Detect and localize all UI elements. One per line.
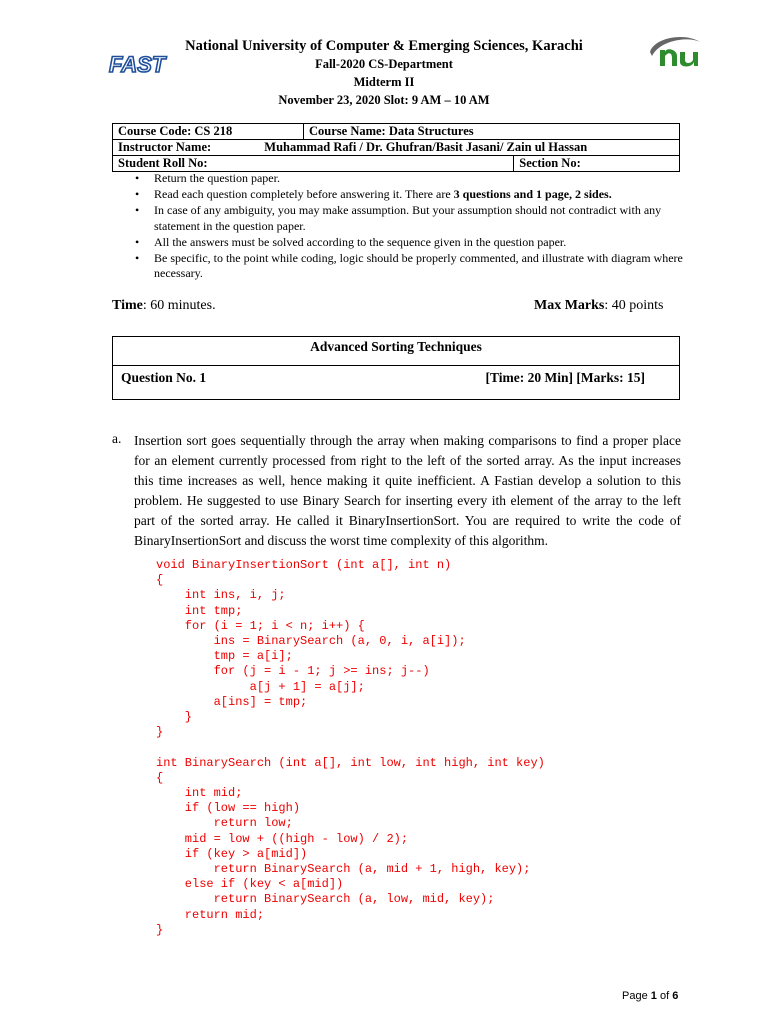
instructor-label: Instructor Name: (118, 140, 212, 154)
fast-logo (108, 50, 166, 77)
exam-date-slot: November 23, 2020 Slot: 9 AM – 10 AM (278, 93, 490, 107)
instructor-value: Muhammad Rafi / Dr. Ghufran/Basit Jasani/ Zain ul Hassan (264, 140, 588, 154)
exam-title: Midterm II (353, 75, 415, 89)
list-item: • All the answers must be solved according to the sequence given in the question paper. (154, 235, 684, 251)
list-item: • In case of any ambiguity, you may make assumption. But your assumption should not contradict with any statement in the question paper. (154, 203, 684, 234)
divider (113, 365, 679, 366)
course-name-cell: Course Name: Data Structures (304, 124, 680, 140)
question-topic: Advanced Sorting Techniques (310, 339, 482, 354)
fast-logo-text: FAST (109, 52, 166, 77)
list-item: • Return the question paper. (154, 171, 684, 187)
question-time-marks: [Time: 20 Min] [Marks: 15] (485, 370, 645, 385)
university-title: National University of Computer & Emerging Sciences, Karachi (185, 38, 583, 54)
department-title: Fall-2020 CS-Department (315, 57, 453, 71)
page-current: 1 (650, 990, 657, 1002)
table-row (113, 156, 680, 172)
instruction-text: Read each question completely before answering it. There are (154, 187, 454, 201)
list-item (154, 187, 684, 203)
question-text: Insertion sort goes sequentially through the array when making comparisons to find a proper place for an element currently processed from right to the left of the sorted array. As the input increases this time increases as well, hence making it quite inefficient. A Fastian develop a solution to this problem. He suggested to use Binary Search for inserting every ith element of the array to the left part of the sorted array. He called it BinaryInsertionSort. You are required to write the code of BinaryInsertionSort and discuss the worst time complexity of this algorithm. (134, 433, 681, 548)
roll-no-cell: Student Roll No: (113, 156, 514, 172)
section-no-cell: Section No: (514, 156, 680, 172)
course-code-cell: Course Code: CS 218 (113, 124, 304, 140)
exam-max-marks (534, 298, 664, 314)
question-number: Question No. 1 (121, 370, 207, 385)
table-row (113, 124, 680, 140)
course-info-table (112, 123, 680, 172)
nu-logo (644, 30, 704, 72)
page-of: of (659, 990, 670, 1002)
part-letter: a. (112, 431, 122, 446)
marks-value: : 40 points (604, 298, 664, 313)
exam-time (112, 298, 216, 314)
instruction-bold-text: 3 questions and 1 page, 2 sides. (453, 187, 612, 201)
list-item: • Be specific, to the point while coding, logic should be properly commented, and illustrate with diagram where necessary. (154, 251, 684, 282)
table-row (113, 140, 680, 156)
page-word: Page (622, 990, 648, 1002)
instructions-list (112, 171, 684, 282)
code-block: void BinaryInsertionSort (int a[], int n) { int ins, i, j; int tmp; for (i = 1; i < n; i++) { ins = BinarySearch (a, 0, i, a[i]); tmp = a[i]; for (j = i - 1; j >= ins; j--) a[j + 1] = a[j]; a[ins] = tmp; } } int BinarySearch (int a[], int low, int high, int key) { int mid; if (low == high) return low; mid = low + ((high - low) / 2); if (key > a[mid]) return BinarySearch (a, mid + 1, high, key); else if (key < a[mid]) return BinarySearch (a, low, mid, key); return mid; } (156, 558, 545, 937)
page-total: 6 (672, 990, 679, 1002)
time-value: : 60 minutes. (142, 298, 216, 313)
time-label: Time (112, 298, 143, 313)
marks-label: Max Marks (534, 298, 605, 313)
instructor-cell (113, 140, 680, 156)
page-number (622, 990, 678, 1002)
question-header-box (112, 336, 680, 400)
